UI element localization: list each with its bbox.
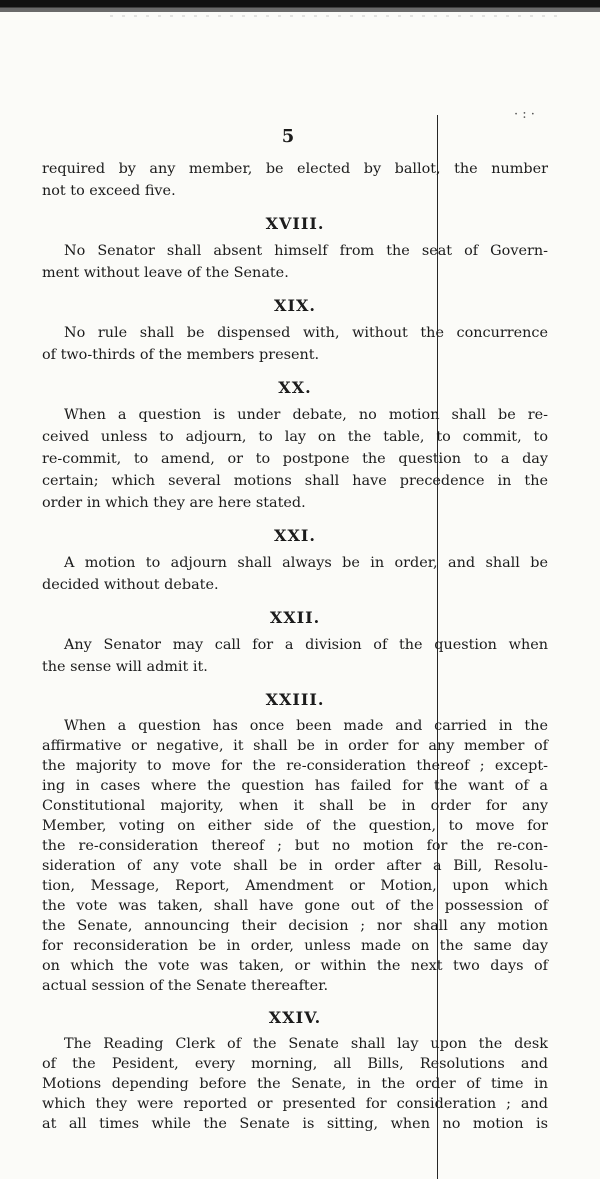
scan-speck: · : ·: [514, 107, 535, 122]
text-line: of the Pesident, every morning, all Bills, Resolutions and: [42, 1056, 548, 1072]
paragraph: [42, 716, 548, 996]
section-heading: XX.: [278, 378, 312, 397]
section-heading: XXIV.: [268, 1008, 322, 1027]
document-body: [42, 158, 548, 1141]
text-line: at all times while the Senate is sitting, when no motion is: [42, 1116, 548, 1132]
paragraph: [42, 404, 548, 514]
text-line: The Reading Clerk of the Senate shall lay upon the desk: [64, 1036, 548, 1052]
section-heading: XIX.: [274, 296, 316, 315]
text-line: not to exceed five.: [42, 183, 176, 199]
text-line: decided without debate.: [42, 577, 219, 593]
text-line: ment without leave of the Senate.: [42, 265, 289, 281]
text-line: When a question has once been made and carried in the: [64, 718, 548, 734]
text-line: required by any member, be elected by ballot, the number: [42, 161, 548, 177]
text-line: sideration of any vote shall be in order after a Bill, Resolu-: [42, 858, 548, 874]
text-line: No Senator shall absent himself from the seat of Govern-: [64, 243, 548, 259]
text-line: the Senate, announcing their decision ; nor shall any motion: [42, 918, 548, 934]
text-line: order in which they are here stated.: [42, 495, 306, 511]
text-line: the re-consideration thereof ; but no motion for the re-con-: [42, 838, 548, 854]
text-line: the sense will admit it.: [42, 659, 208, 675]
paragraph: [42, 158, 548, 202]
text-line: which they were reported or presented for consideration ; and: [42, 1096, 548, 1112]
text-line: the majority to move for the re-consideration thereof ; except-: [42, 758, 548, 774]
paragraph: [42, 240, 548, 284]
text-line: Constitutional majority, when it shall be in order for any: [42, 798, 548, 814]
scan-top-edge: [0, 0, 600, 12]
text-line: When a question is under debate, no motion shall be re-: [64, 407, 548, 423]
text-line: re-commit, to amend, or to postpone the question to a day: [42, 451, 548, 467]
text-line: certain; which several motions shall have precedence in the: [42, 473, 548, 489]
paragraph: [42, 1034, 548, 1134]
text-line: tion, Message, Report, Amendment or Motion, upon which: [42, 878, 548, 894]
text-line: on which the vote was taken, or within the next two days of: [42, 958, 548, 974]
text-line: affirmative or negative, it shall be in order for any member of: [42, 738, 548, 754]
section-heading: XVIII.: [265, 214, 325, 233]
section-heading: XXIII.: [265, 690, 325, 709]
text-line: A motion to adjourn shall always be in order, and shall be: [64, 555, 548, 571]
text-line: ceived unless to adjourn, to lay on the table, to commit, to: [42, 429, 548, 445]
text-line: of two-thirds of the members present.: [42, 347, 320, 363]
text-line: Motions depending before the Senate, in the order of time in: [42, 1076, 548, 1092]
paragraph: [42, 634, 548, 678]
text-line: No rule shall be dispensed with, without the concurrence: [64, 325, 548, 341]
section-heading: XXI.: [274, 526, 316, 545]
section-heading: XXII.: [269, 608, 321, 627]
text-line: Any Senator may call for a division of the question when: [64, 637, 548, 653]
page-number: 5: [281, 126, 295, 147]
text-line: for reconsideration be in order, unless made on the same day: [42, 938, 548, 954]
text-line: Member, voting on either side of the question, to move for: [42, 818, 548, 834]
paragraph: [42, 552, 548, 596]
text-line: the vote was taken, shall have gone out of the possession of: [42, 898, 548, 914]
text-line: actual session of the Senate thereafter.: [42, 978, 329, 994]
text-line: ing in cases where the question has failed for the want of a: [42, 778, 548, 794]
scan-specks: [0, 14, 600, 18]
paragraph: [42, 322, 548, 366]
